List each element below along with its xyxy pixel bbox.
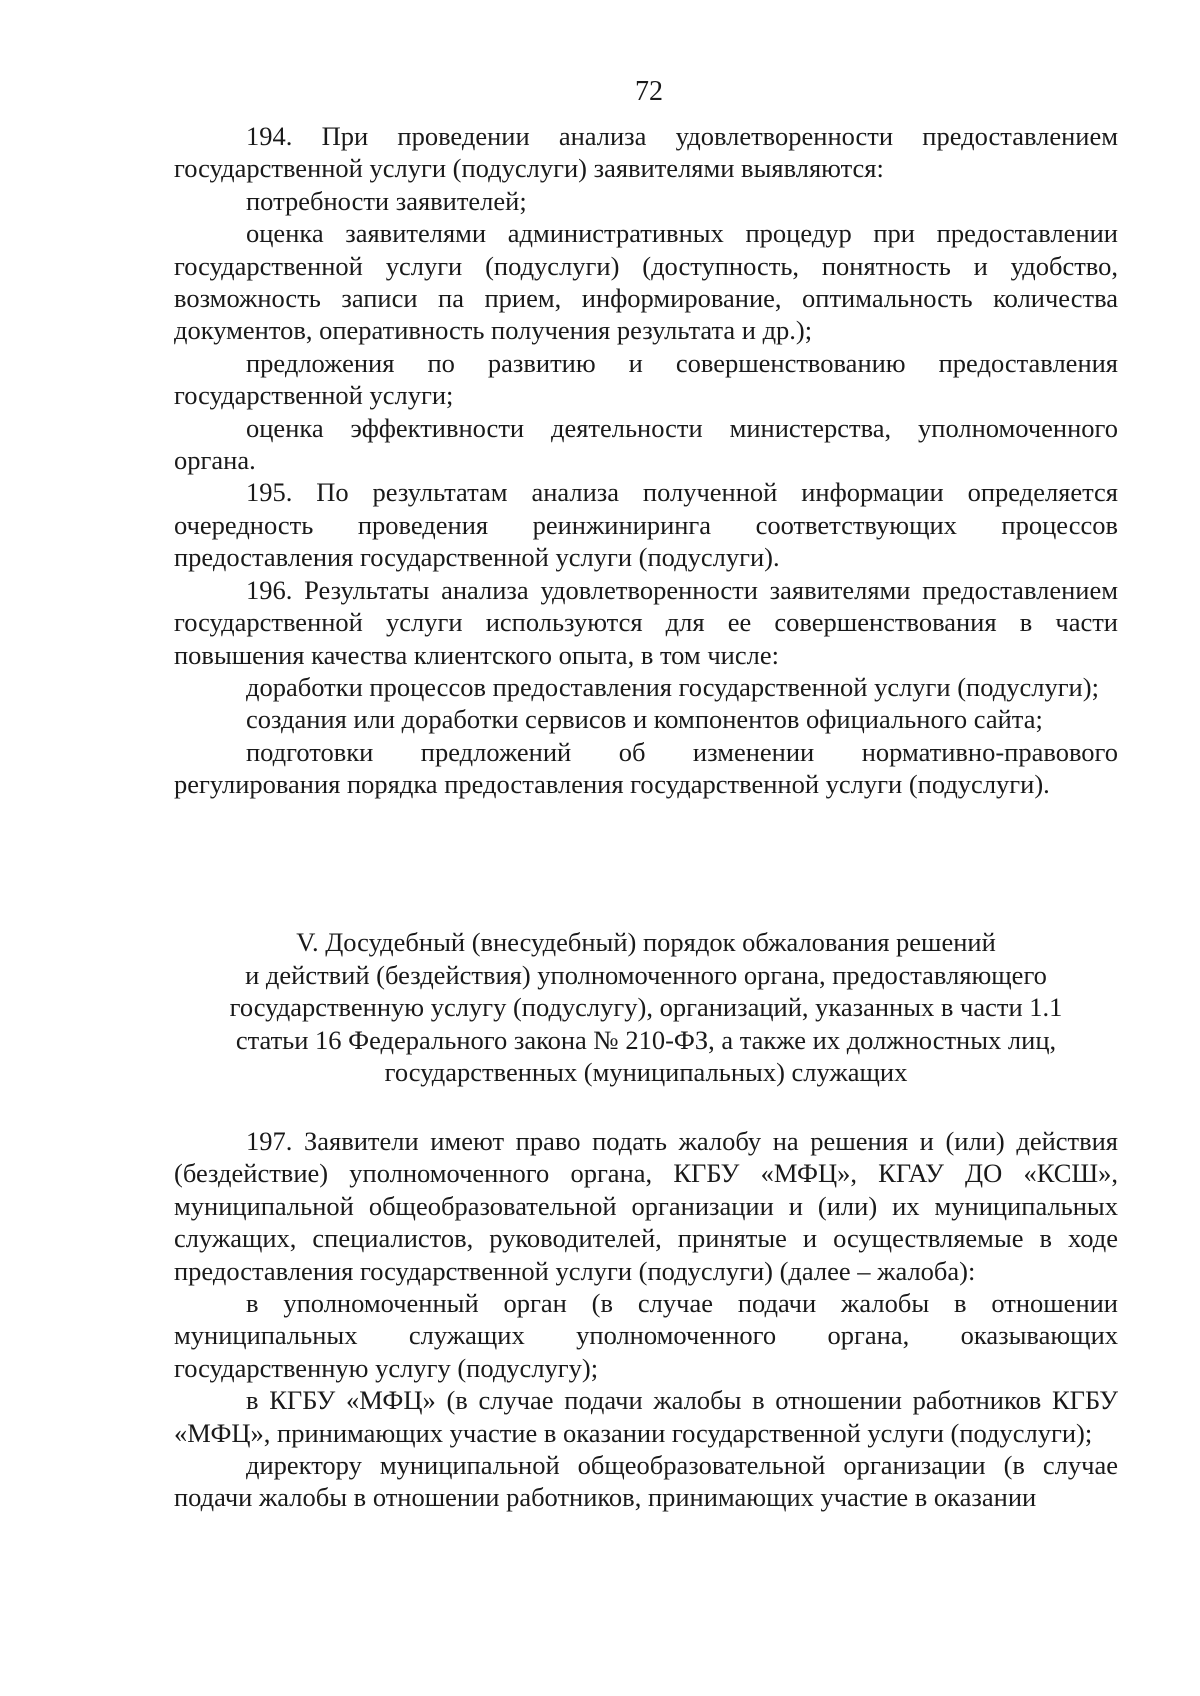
list-item-efficiency: оценка эффективности деятельности министерства, уполномоченного органа.	[174, 412, 1118, 476]
paragraph-194: 194. При проведении анализа удовлетворенности предоставлением государственной услуги (подуслуги) заявителями выявляются:	[174, 121, 1118, 184]
section-heading	[174, 926, 1118, 1089]
list-item-authorized-body: в уполномоченный орган (в случае подачи жалобы в отношении муниципальных служащих уполномоченного органа, оказывающих государственную услугу (подуслугу);	[174, 1288, 1118, 1383]
list-item-needs: потребности заявителей;	[246, 185, 527, 216]
section-heading-line: и действий (бездействия) уполномоченного органа, предоставляющего	[245, 959, 1047, 990]
page-number: 72	[635, 76, 663, 107]
list-item-proposals: предложения по развитию и совершенствованию предоставления государственной услуги;	[174, 347, 1118, 411]
body-text-bottom	[174, 1125, 1118, 1514]
list-item-process-improvement: доработки процессов предоставления государственной услуги (подуслуги);	[246, 671, 1099, 702]
body-text-top	[174, 120, 1118, 801]
paragraph-197: 197. Заявители имеют право подать жалобу на решения и (или) действия (бездействие) уполномоченного органа, КГБУ «МФЦ», КГАУ ДО «КСШ», муниципальной общеобразовательной организации и (или) их муниципальных служащих, специалистов, руководителей, принятые и осуществляемые в ходе предоставления государственной услуги (подуслуги) (далее – жалоба):	[174, 1126, 1118, 1286]
list-item-mfc: в КГБУ «МФЦ» (в случае подачи жалобы в отношении работников КГБУ «МФЦ», принимающих участие в оказании государственной услуги (подуслуги);	[174, 1385, 1118, 1448]
list-item-school-director: директору муниципальной общеобразовательной организации (в случае подачи жалобы в отношении работников, принимающих участие в оказании	[174, 1450, 1118, 1513]
paragraph-196: 196. Результаты анализа удовлетворенности заявителями предоставлением государственной услуги используются для ее совершенствования в части повышения качества клиентского опыта, в том числе:	[174, 574, 1118, 670]
section-heading-line: государственную услугу (подуслугу), организаций, указанных в части 1.1	[229, 992, 1063, 1023]
list-item-procedures-assessment: оценка заявителями административных процедур при предоставлении государственной услуги (подуслуги) (доступность, понятность и удобство, возможность записи па прием, информирование, оптимальность количества документов, оперативность получения результата и др.);	[174, 218, 1118, 346]
paragraph-195: 195. По результатам анализа полученной информации определяется очередность проведения реинжиниринга соответствующих процессов предоставления государственной услуги (подуслуги).	[174, 477, 1118, 573]
section-heading-line: V. Досудебный (внесудебный) порядок обжалования решений	[296, 927, 996, 957]
list-item-site-services: создания или доработки сервисов и компонентов официального сайта;	[246, 704, 1043, 735]
section-heading-line: государственных (муниципальных) служащих	[384, 1057, 908, 1088]
list-item-regulation-proposals: подготовки предложений об изменении нормативно-правового регулирования порядка предоставления государственной услуги (подуслуги).	[174, 736, 1118, 800]
section-heading-line: статьи 16 Федерального закона № 210-ФЗ, а также их должностных лиц,	[235, 1024, 1057, 1055]
